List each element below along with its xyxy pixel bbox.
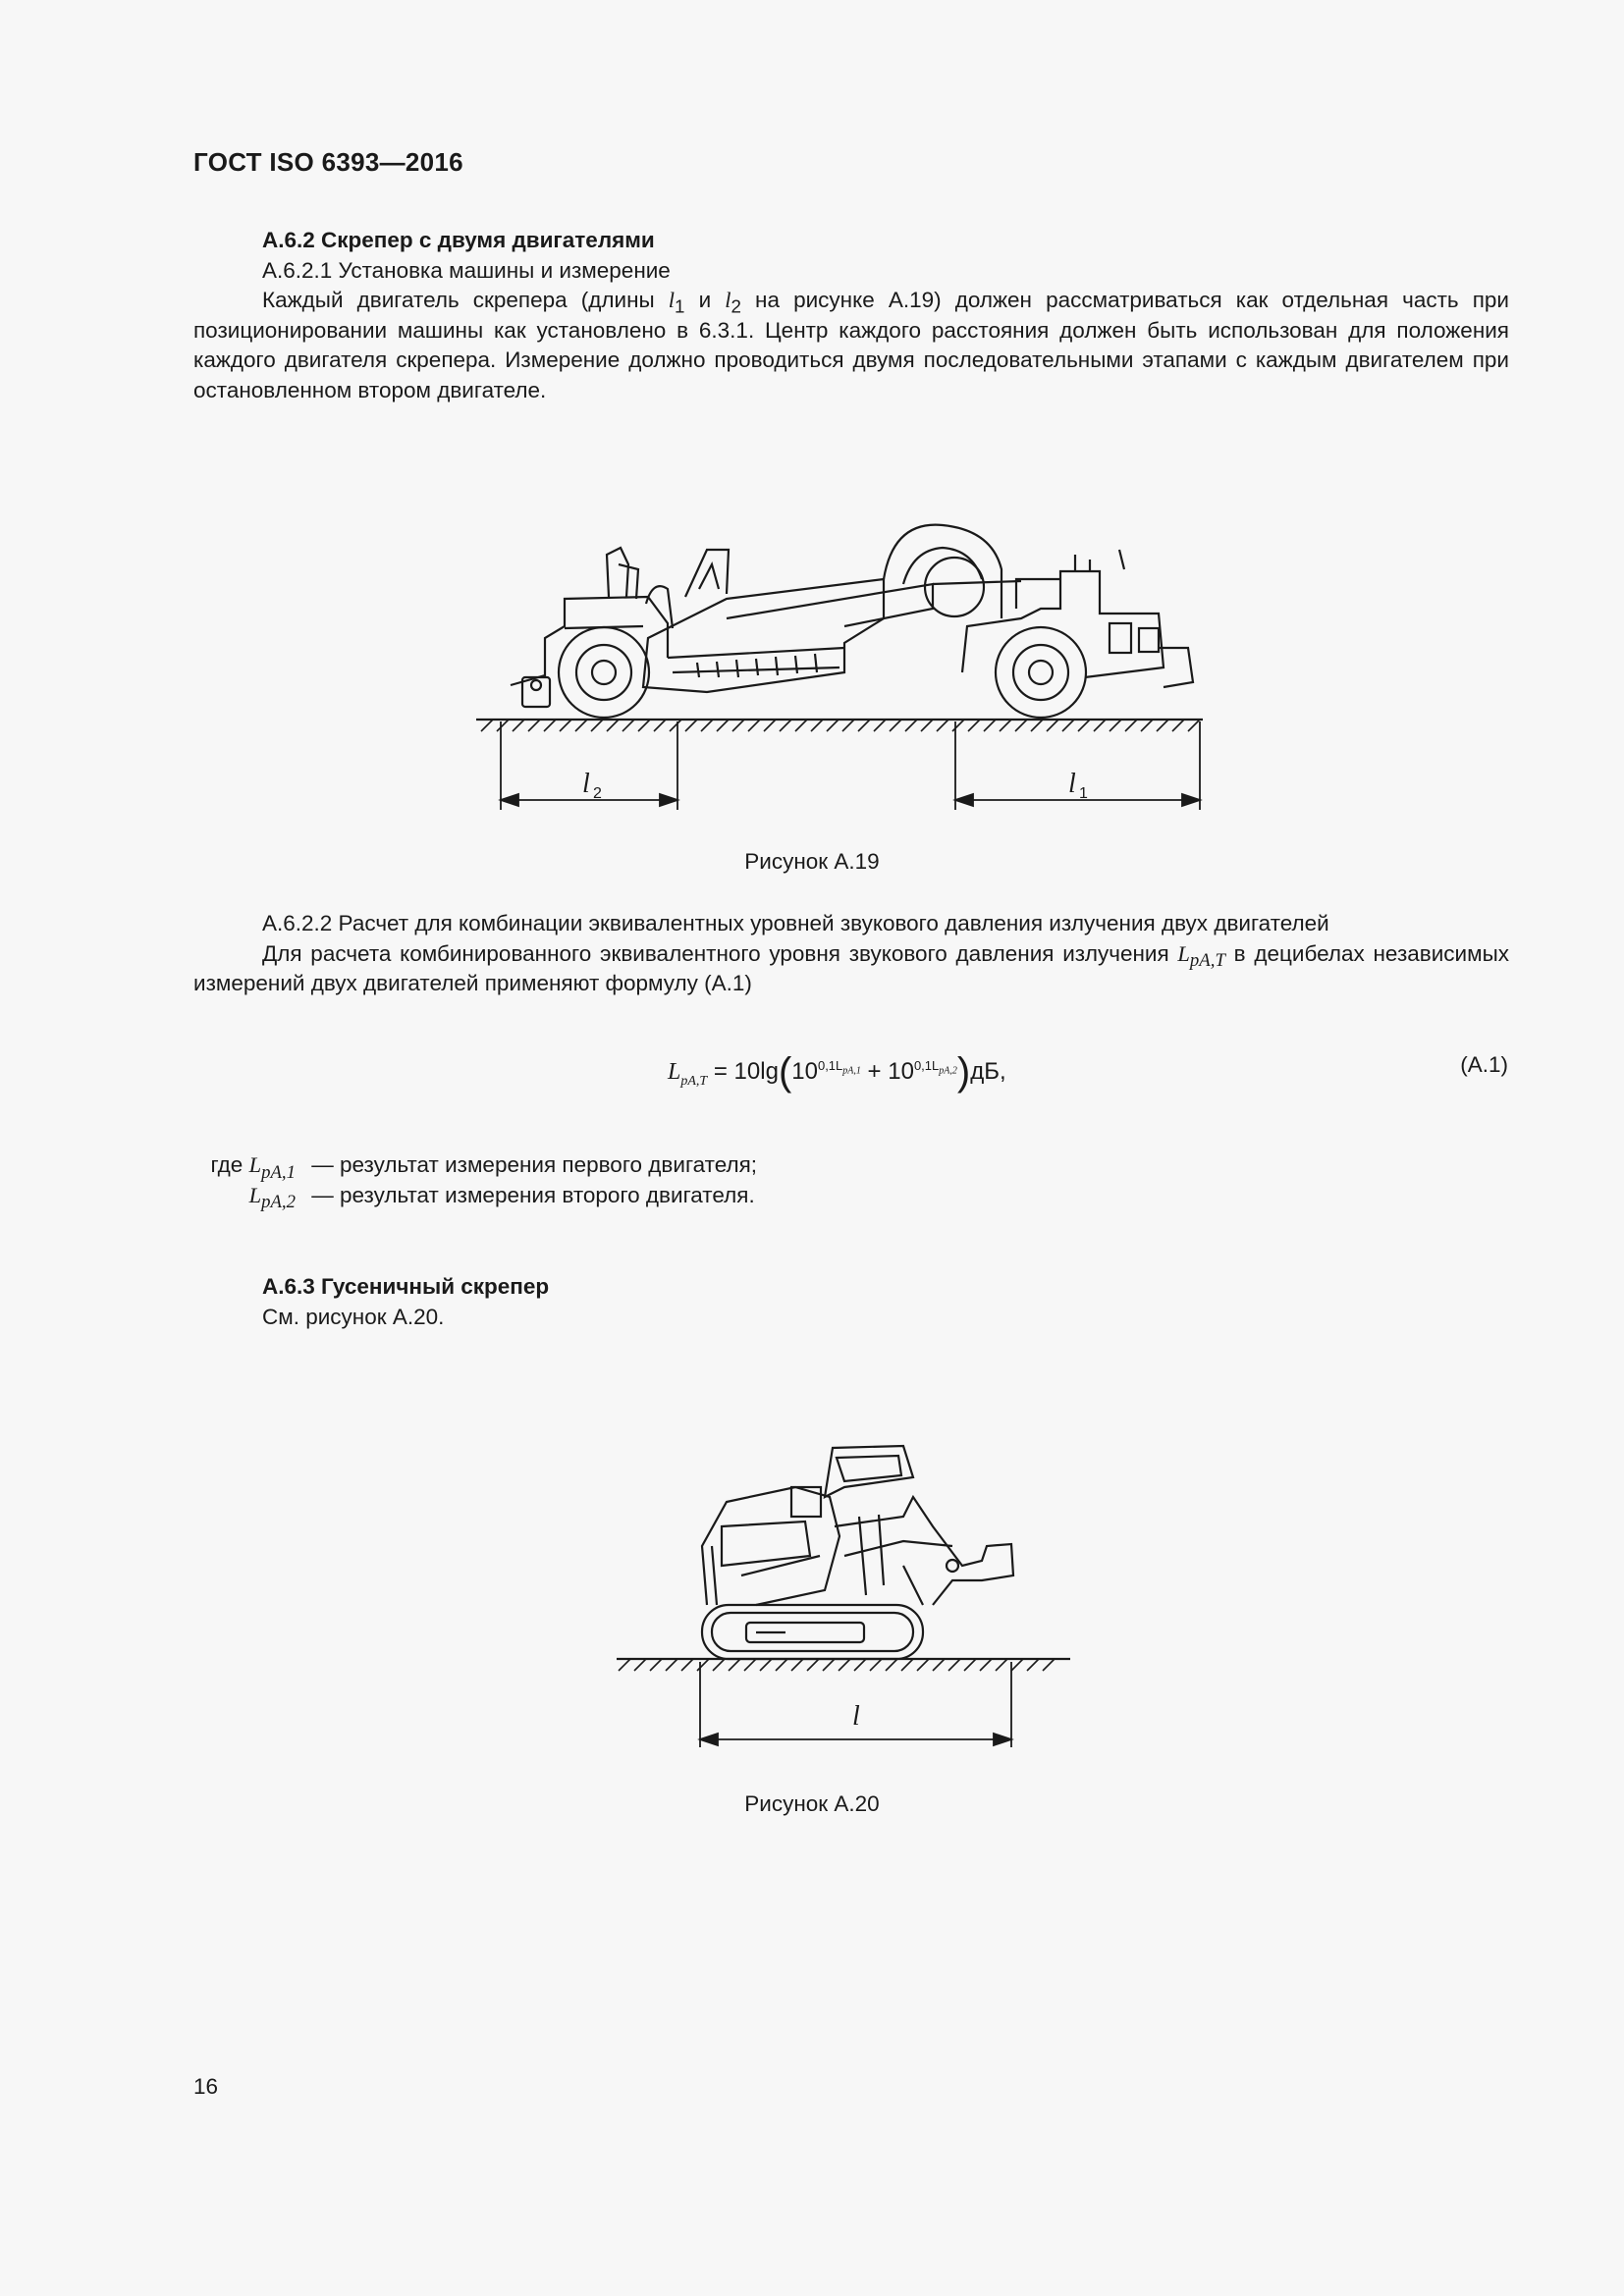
figure-a19 (471, 510, 1218, 825)
figure-a19-caption: Рисунок А.19 (744, 849, 880, 874)
page-number: 16 (193, 2074, 219, 2099)
dimension-l1 (955, 721, 1200, 810)
formula-ten-2: 10 (888, 1058, 914, 1085)
section-a63 (193, 1272, 1509, 1332)
formula-lhs-sub: pA,T (680, 1073, 708, 1089)
label-l2: l (582, 769, 590, 799)
symbol-L: L (1177, 940, 1190, 966)
ground-hatching (619, 1659, 1055, 1671)
paragraph (193, 286, 1509, 405)
formula-plus: + (860, 1058, 889, 1085)
gooseneck (884, 525, 1021, 618)
formula-eq: = 10lg (707, 1058, 779, 1085)
formula-exp-1: 0,1L (817, 1058, 843, 1073)
formula-ten-1: 10 (791, 1058, 818, 1085)
text-run: в децибелах независимых измерений двух двигателей применяют формулу (А.1) (193, 940, 1510, 995)
symbol-l2: l (725, 288, 731, 312)
where-text-2: — результат измерения второго двигателя. (305, 1182, 755, 1207)
where-L2-sub: pA,2 (261, 1192, 296, 1212)
formula-exp-1-sub: pA,1 (842, 1065, 861, 1077)
where-L1: L (248, 1152, 262, 1177)
ground-hatching (481, 720, 1200, 731)
rear-engine-unit (511, 548, 673, 718)
scraper-body (702, 1446, 1013, 1605)
figure-a20 (609, 1409, 1080, 1762)
label-l1: l (1068, 769, 1076, 799)
formula-unit: дБ, (970, 1058, 1006, 1085)
crawler-track (702, 1605, 923, 1659)
page-header: ГОСТ ISO 6393—2016 (193, 147, 463, 177)
where-L2: L (248, 1182, 262, 1207)
formula-paren-open: ( (778, 1050, 792, 1094)
symbol-subscript (1190, 949, 1225, 970)
where-text-1: — результат измерения первого двигателя; (305, 1152, 758, 1177)
where-word: где (210, 1152, 249, 1177)
formula-lhs: L (668, 1059, 681, 1085)
label-l: l (852, 1701, 860, 1732)
where-symbol (193, 1150, 296, 1181)
where-symbol (193, 1181, 296, 1211)
subsection-heading: А.6.2.1 Установка машины и измерение (262, 257, 671, 283)
formula-paren-close: ) (956, 1050, 971, 1094)
front-engine-unit (962, 550, 1193, 718)
formula-exp-2-sub: pA,2 (939, 1065, 957, 1077)
formula-exp-2: 0,1L (913, 1058, 940, 1073)
section-heading: А.6.2 Скрепер с двумя двигателями (262, 228, 655, 252)
symbol-subscript-text: pA,T (1189, 950, 1225, 971)
symbol-subscript: 2 (731, 295, 741, 317)
where-L1-sub: pA,1 (261, 1161, 296, 1183)
paragraph: См. рисунок А.20. (262, 1304, 445, 1329)
figure-a20-caption: Рисунок А.20 (744, 1791, 880, 1816)
formula-number: (А.1) (1460, 1052, 1508, 1077)
text-run: Каждый двигатель скрепера (длины (262, 288, 669, 312)
section-a62 (193, 226, 1509, 405)
where-row-1 (193, 1150, 757, 1181)
section-heading: А.6.3 Гусеничный скрепер (262, 1274, 550, 1299)
text-run: на рисунке А.19) должен рассматриваться как отдельная часть при позиционировании машины как установлено в 6.3.1. Центр каждого расстояния должен быть использован для положения каждого двигателя скрепера. Измерение должно проводиться двумя последовательными этапами с каждым двигателем при остановленном втором двигателе. (193, 288, 1509, 402)
section-a622 (193, 909, 1509, 999)
formula-a1 (668, 1050, 1006, 1095)
where-block (193, 1150, 757, 1210)
symbol-subscript: 1 (675, 295, 685, 317)
label-l2-sub: 2 (593, 785, 602, 802)
where-row-2 (193, 1181, 757, 1211)
text-run: Для расчета комбинированного эквивалентного уровня звукового давления излучения (262, 940, 1178, 966)
subsection-heading: А.6.2.2 Расчет для комбинации эквивалентных уровней звукового давления излучения двух двигателей (262, 911, 1329, 935)
symbol-l1: l (668, 288, 676, 312)
label-l1-sub: 1 (1079, 785, 1088, 802)
paragraph (193, 939, 1509, 999)
scraper-bowl (643, 550, 933, 692)
text-run: и (684, 288, 726, 312)
